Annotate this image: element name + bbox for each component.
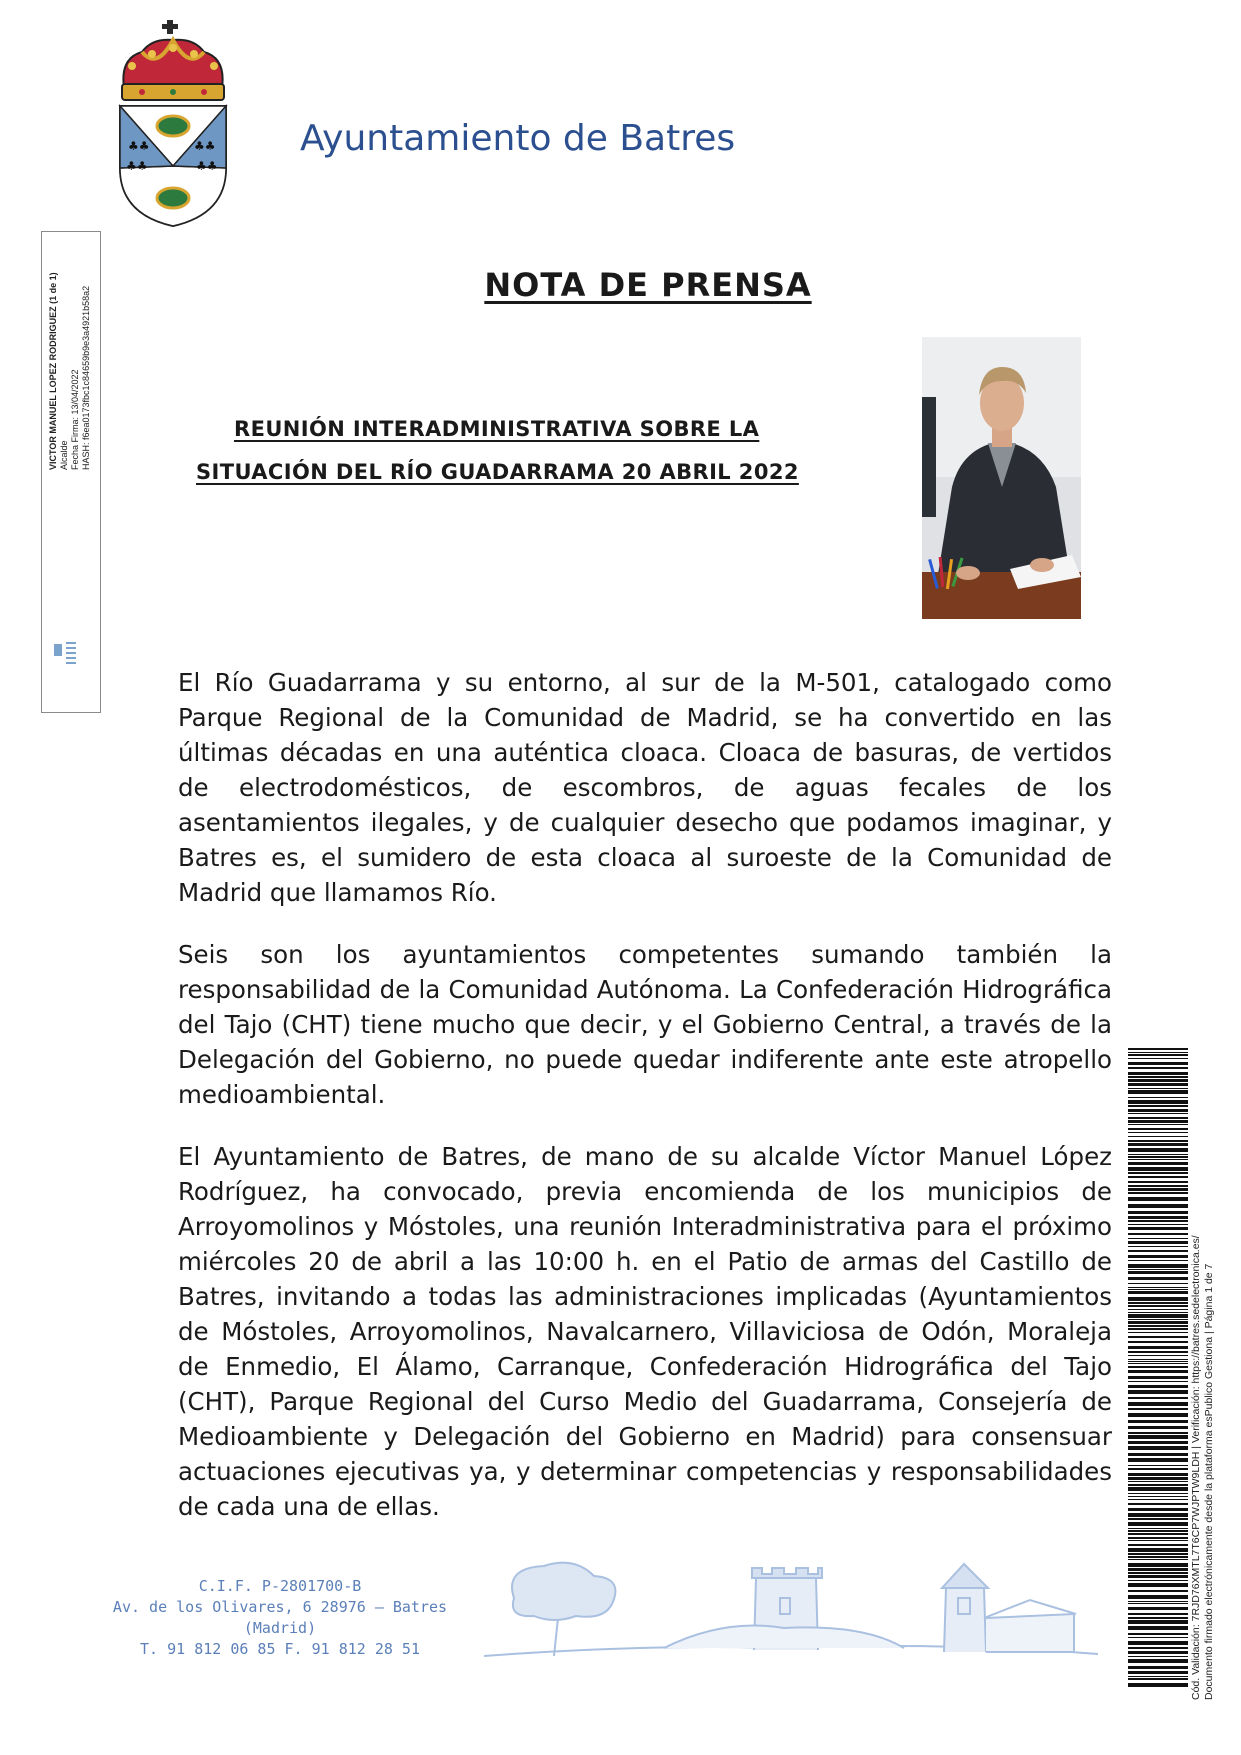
footer-address: Av. de los Olivares, 6 28976 – Batres (Madrid) (112, 1598, 448, 1637)
barcode-bar (1128, 1079, 1188, 1082)
barcode-bar (1128, 1172, 1188, 1174)
footer-contact (80, 1576, 480, 1660)
barcode-bar (1128, 1260, 1188, 1261)
svg-text:♣♣: ♣♣ (128, 139, 150, 153)
signature-role: Alcalde (59, 440, 69, 470)
barcode-bar (1128, 1271, 1188, 1274)
barcode-bar (1128, 1140, 1188, 1142)
barcode-bar (1128, 1204, 1188, 1208)
barcode-bar (1128, 1109, 1188, 1112)
barcode-bar (1128, 1162, 1188, 1165)
signature-hash: HASH: f6ea0173fbc1c84659b9e3a4921b58a2 (81, 285, 91, 470)
barcode-bar (1128, 1453, 1188, 1456)
barcode-bar (1128, 1287, 1188, 1288)
barcode-bar (1128, 1385, 1188, 1388)
barcode-bar (1128, 1216, 1188, 1219)
barcode-bar (1128, 1458, 1188, 1462)
barcode-bar (1128, 1314, 1188, 1318)
barcode-bar (1128, 1062, 1188, 1065)
barcode-bar (1128, 1181, 1188, 1183)
barcode-bar (1128, 1651, 1188, 1654)
barcode-bar (1128, 1637, 1188, 1638)
barcode-bar (1128, 1420, 1188, 1423)
barcode-bar (1128, 1336, 1188, 1338)
barcode-bar (1128, 1465, 1188, 1466)
barcode-bar (1128, 1341, 1188, 1343)
verification-code: Cód. Validación: 7RJD76XMTL7T6CP7WJPTW9LDH | Verificación: https://batres.sedelectronica.es/ (1190, 1235, 1202, 1700)
barcode-bar (1128, 1197, 1188, 1201)
barcode-bar (1128, 1666, 1188, 1669)
barcode-bar (1128, 1473, 1188, 1476)
barcode-bar (1128, 1595, 1188, 1599)
barcode-bar (1128, 1580, 1188, 1581)
barcode-bar (1128, 1283, 1188, 1284)
barcode-bar (1128, 1487, 1188, 1491)
barcode-bar (1128, 1159, 1188, 1160)
barcode-bar (1128, 1522, 1188, 1526)
barcode-bar (1128, 1264, 1188, 1268)
barcode-bar (1128, 1361, 1188, 1362)
footer-phones: T. 91 812 06 85 F. 91 812 28 51 (140, 1640, 420, 1658)
barcode-bar (1128, 1238, 1188, 1239)
barcode-bar (1128, 1413, 1188, 1417)
mayor-photo (922, 337, 1081, 619)
barcode-bar (1128, 1556, 1188, 1558)
barcode-bar (1128, 1241, 1188, 1244)
organization-title: Ayuntamiento de Batres (300, 118, 736, 159)
barcode-bar (1128, 1143, 1188, 1146)
barcode-bar (1128, 1601, 1188, 1602)
barcode-bar (1128, 1332, 1188, 1333)
barcode-bar (1128, 1083, 1188, 1086)
barcode-bar (1128, 1321, 1188, 1324)
barcode-bar (1128, 1048, 1188, 1050)
barcode-bar (1128, 1528, 1188, 1529)
barcode-bar (1128, 1633, 1188, 1635)
barcode-bar (1128, 1113, 1188, 1114)
barcode-bar (1128, 1678, 1188, 1680)
barcode-bar (1128, 1346, 1188, 1349)
barcode-bar (1128, 1255, 1188, 1258)
svg-text:♣♣: ♣♣ (126, 159, 148, 173)
barcode-bar (1128, 1572, 1188, 1574)
barcode-bar (1128, 1432, 1188, 1434)
barcode-bar (1128, 1518, 1188, 1520)
barcode-bar (1128, 1363, 1188, 1364)
barcode-bar (1128, 1563, 1188, 1567)
barcode-bar (1128, 1211, 1188, 1214)
barcode-bar (1128, 1120, 1188, 1123)
signature-signer: VICTOR MANUEL LOPEZ RODRIGUEZ (1 de 1) (48, 272, 58, 470)
footer-cif: C.I.F. P-2801700-B (198, 1577, 362, 1595)
barcode-bar (1128, 1220, 1188, 1222)
body-paragraph-3: El Ayuntamiento de Batres, de mano de su alcalde Víctor Manuel López Rodríguez, ha convocado, previa encomienda de los municipios de Arroyomolinos y Móstoles, una reunión Interadministrativa para el próximo miércoles 20 de abril a las 10:00 h. en el Patio de armas del Castillo de Batres, invitando a todas las administraciones implicadas (Ayuntamientos de Móstoles, Arroyomolinos, Navalcarnero, Villaviciosa de Odón, Moraleja de Enmedio, El Álamo, Carranque, Confederación Hidrográfica del Tajo (CHT), Parque Regional del Curso Medio del Guadarrama, Consejería de Medioambiente y Delegación del Gobierno en Madrid) para consensuar actuaciones ejecutivas ya, y determinar competencias y responsabilidades de cada una de ellas. (178, 1142, 1112, 1521)
barcode-bar (1128, 1124, 1188, 1125)
barcode-bar (1128, 1544, 1188, 1546)
barcode-bar (1128, 1132, 1188, 1133)
barcode-bar (1128, 1603, 1188, 1604)
barcode-bar (1128, 1297, 1188, 1301)
barcode-bar (1128, 1148, 1188, 1152)
barcode-bar (1128, 1312, 1188, 1313)
headline-line-1: REUNIÓN INTERADMINISTRATIVA SOBRE LA (234, 417, 760, 441)
barcode-bar (1128, 1656, 1188, 1657)
barcode-bar (1128, 1302, 1188, 1304)
barcode-bar (1128, 1105, 1188, 1107)
barcode-bar (1128, 1328, 1188, 1330)
barcode-bar (1128, 1381, 1188, 1382)
barcode-bar (1128, 1583, 1188, 1587)
barcode-bar (1128, 1246, 1188, 1247)
barcode-bar (1128, 1117, 1188, 1119)
barcode-bar (1128, 1058, 1188, 1059)
barcode-bar (1128, 1291, 1188, 1294)
barcode-bar (1128, 1156, 1188, 1158)
coat-of-arms-icon (112, 18, 234, 228)
svg-text:♣♣: ♣♣ (196, 159, 218, 173)
barcode-bar (1128, 1626, 1188, 1630)
barcode-bar (1128, 1233, 1188, 1235)
barcode-bar (1128, 1659, 1188, 1663)
barcode-bar (1128, 1496, 1188, 1497)
barcode-bar (1128, 1359, 1188, 1360)
barcode-bar (1128, 1613, 1188, 1615)
barcode-bar (1128, 1402, 1188, 1406)
barcode-bar (1128, 1575, 1188, 1578)
verification-text (1190, 1080, 1216, 1700)
barcode-bar (1128, 1441, 1188, 1444)
barcode-bar (1128, 1100, 1188, 1104)
barcode-bar (1128, 1671, 1188, 1674)
barcode-bar (1128, 1319, 1188, 1320)
barcode-bar (1128, 1499, 1188, 1500)
barcode-bar (1128, 1641, 1188, 1645)
barcode-bar (1128, 1607, 1188, 1610)
barcode-bar (1128, 1468, 1188, 1470)
barcode-bar (1128, 1559, 1188, 1560)
verification-platform: Documento firmado electrónicamente desde la plataforma esPublico Gestiona | Página 1 de 7 (1203, 1263, 1215, 1700)
barcode-bar (1128, 1192, 1188, 1194)
barcode-bar (1128, 1397, 1188, 1399)
barcode-bar (1128, 1683, 1188, 1687)
barcode-bar (1128, 1617, 1188, 1619)
barcode-bar (1128, 1390, 1188, 1394)
barcode-bar (1128, 1154, 1188, 1155)
barcode-bar (1128, 1250, 1188, 1252)
barcode-bar (1128, 1136, 1188, 1137)
small-crest-icon (52, 638, 92, 668)
barcode-bar (1128, 1176, 1188, 1178)
barcode-bar (1128, 1590, 1188, 1592)
barcode-bar (1128, 1167, 1188, 1171)
barcode-bar (1128, 1493, 1188, 1494)
barcode-bar (1128, 1408, 1188, 1410)
barcode-bar (1128, 1076, 1188, 1078)
press-release-title: NOTA DE PRENSA (484, 266, 812, 304)
barcode-bar (1128, 1309, 1188, 1310)
barcode-bar (1128, 1067, 1188, 1069)
barcode-bar (1128, 1227, 1188, 1230)
body-paragraph-1: El Río Guadarrama y su entorno, al sur de la M-501, catalogado como Parque Regional de la Comunidad de Madrid, se ha convertido en las últimas décadas en una auténtica cloaca. Cloaca de basuras, de vertidos de electrodomésticos, de escombros, de aguas fecales de los asentamientos ilegales, y de cualquier desecho que podamos imaginar, y Batres es, el sumidero de esta cloaca al suroeste de la Comunidad de Madrid que llamamos Río. (178, 668, 1112, 907)
barcode-bar (1128, 1054, 1188, 1056)
barcode-bar (1128, 1568, 1188, 1571)
barcode-bar (1128, 1370, 1188, 1373)
barcode-bar (1128, 1289, 1188, 1290)
signature-text (48, 30, 92, 470)
barcode-bar (1128, 1097, 1188, 1098)
barcode-bar (1128, 1647, 1188, 1649)
barcode-bar (1128, 1533, 1188, 1535)
barcode-bar (1128, 1508, 1188, 1511)
barcode-bar (1128, 1676, 1188, 1677)
barcode-bar (1128, 1477, 1188, 1480)
barcode-bar (1128, 1376, 1188, 1379)
barcode-bar (1128, 1052, 1188, 1053)
barcode-bar (1128, 1355, 1188, 1356)
signature-date: Fecha Firma: 13/04/2022 (70, 369, 80, 470)
barcode-bar (1128, 1072, 1188, 1075)
barcode-bar (1128, 1185, 1188, 1187)
barcode-bar (1128, 1484, 1188, 1486)
barcode-bar (1128, 1426, 1188, 1429)
barcode-bar (1128, 1548, 1188, 1552)
barcode-bar (1128, 1325, 1188, 1327)
barcode-bar (1128, 1446, 1188, 1450)
barcode-bar (1128, 1435, 1188, 1439)
barcode-bar (1128, 1481, 1188, 1482)
barcode-bar (1128, 1530, 1188, 1532)
barcode-bar (1128, 1540, 1188, 1541)
barcode-bar (1128, 1553, 1188, 1555)
barcode-bar (1128, 1351, 1188, 1353)
barcode-bar (1128, 1188, 1188, 1191)
barcode-bar (1128, 1269, 1188, 1270)
barcode-bar (1128, 1305, 1188, 1307)
barcode-bar (1128, 1537, 1188, 1539)
barcode-bar (1128, 1090, 1188, 1094)
svg-text:♣♣: ♣♣ (194, 139, 216, 153)
barcode-bar (1128, 1088, 1188, 1089)
barcode-bar (1128, 1366, 1188, 1368)
barcode-bar (1128, 1128, 1188, 1130)
barcode-bar (1128, 1620, 1188, 1624)
validation-barcode (1128, 1048, 1188, 1688)
barcode-bar (1128, 1277, 1188, 1280)
body-paragraph-2: Seis son los ayuntamientos competentes sumando también la responsabilidad de la Comunidad Autónoma. La Confederación Hidrográfica del Tajo (CHT) tiene mucho que decir, y el Gobierno Central, a través de la Delegación del Gobierno, no puede quedar indiferente ante este atropello medioambiental. (178, 940, 1112, 1109)
barcode-bar (1128, 1513, 1188, 1517)
headline-line-2: SITUACIÓN DEL RÍO GUADARRAMA 20 ABRIL 2022 (196, 460, 799, 484)
barcode-bar (1128, 1503, 1188, 1505)
barcode-bar (1128, 1224, 1188, 1225)
castle-landscape-icon (484, 1558, 1098, 1658)
